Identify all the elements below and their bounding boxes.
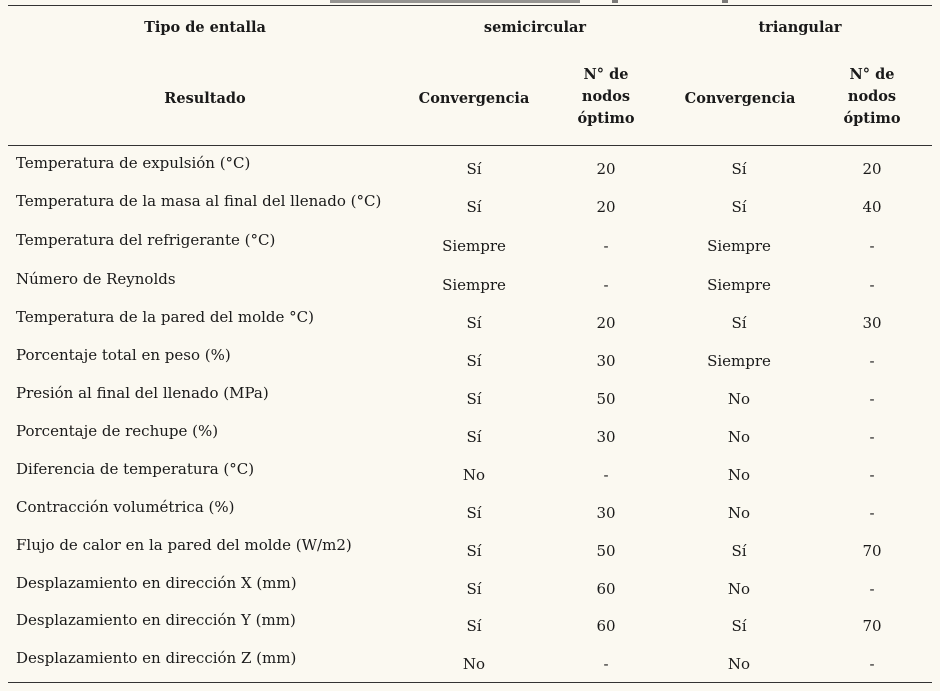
tri-convergence-cell: No [727,428,751,446]
tri-convergence-cell: No [727,504,751,522]
semi-convergence-cell: Sí [466,542,482,560]
semi-nodes-cell: - [603,466,609,484]
tri-nodes-header-line: N° de [849,66,895,83]
table-row [0,643,940,681]
semi-convergence-cell: Sí [466,352,482,370]
semi-nodes-header [560,64,652,130]
tri-nodes-cell: 30 [862,314,882,332]
semi-convergence-cell: Sí [466,428,482,446]
semi-convergence-cell: Siempre [442,237,506,255]
table-row [0,378,940,416]
semi-nodes-cell: 20 [596,198,616,216]
semi-nodes-cell: - [603,655,609,673]
semi-nodes-cell: - [603,237,609,255]
row-label: Porcentaje total en peso (%) [16,346,231,364]
table-row [0,454,940,492]
semi-convergence-cell: No [462,655,486,673]
tri-convergence-cell: Siempre [707,352,771,370]
row-label: Temperatura de expulsión (°C) [16,154,251,172]
tri-convergence-cell: No [727,580,751,598]
tri-nodes-cell: - [869,655,875,673]
tri-nodes-cell: - [869,428,875,446]
row-label: Porcentaje de rechupe (%) [16,422,219,440]
semi-nodes-cell: 50 [596,542,616,560]
semi-nodes-cell: 60 [596,580,616,598]
cropped-title-fragment [722,0,728,3]
row-label: Temperatura de la pared del molde °C) [16,308,314,326]
tri-convergence-cell: Sí [731,314,747,332]
semi-convergence-cell: No [462,466,486,484]
semi-nodes-cell: 50 [596,390,616,408]
tri-nodes-cell: 20 [862,160,882,178]
row-label: Diferencia de temperatura (°C) [16,460,255,478]
table-row [0,416,940,454]
semi-convergence-cell: Siempre [442,276,506,294]
semi-convergence-cell: Sí [466,160,482,178]
tri-nodes-cell: - [869,504,875,522]
tri-convergence-cell: No [727,655,751,673]
tri-convergence-cell: Sí [731,160,747,178]
row-label: Número de Reynolds [16,270,176,288]
table-row [0,605,940,643]
row-label: Flujo de calor en la pared del molde (W/m2) [16,536,352,554]
table-row [0,186,940,224]
notch-type-header: Tipo de entalla [144,19,266,36]
tri-nodes-cell: - [869,580,875,598]
semi-convergence-cell: Sí [466,504,482,522]
tri-nodes-cell: - [869,276,875,294]
semi-nodes-header-line: nodos [581,88,631,105]
tri-nodes-cell: - [869,390,875,408]
semi-convergence-cell: Sí [466,198,482,216]
row-label: Desplazamiento en dirección X (mm) [16,574,297,592]
tri-convergence-cell: No [727,466,751,484]
semi-nodes-header-line: óptimo [577,110,635,127]
semi-convergence-header: Convergencia [418,90,530,107]
semi-nodes-cell: 20 [596,314,616,332]
table-row [0,492,940,530]
cropped-title-fragment [330,0,580,3]
semicircular-group-header: semicircular [483,19,587,36]
semi-convergence-cell: Sí [466,580,482,598]
header-bottom-rule [8,145,932,146]
tri-nodes-cell: 70 [862,617,882,635]
tri-convergence-cell: Sí [731,542,747,560]
table-row [0,530,940,568]
table-top-rule [8,5,932,6]
result-column-header: Resultado [164,90,246,107]
table-row [0,225,940,263]
table-row [0,340,940,378]
tri-convergence-cell: Siempre [707,237,771,255]
table-bottom-rule [8,682,932,683]
table-row [0,264,940,302]
tri-nodes-header-line: nodos [847,88,897,105]
tri-nodes-cell: 40 [862,198,882,216]
semi-nodes-cell: 60 [596,617,616,635]
row-label: Presión al final del llenado (MPa) [16,384,269,402]
semi-nodes-cell: 20 [596,160,616,178]
row-label: Contracción volumétrica (%) [16,498,235,516]
table-row [0,568,940,606]
tri-nodes-header [826,64,918,130]
tri-nodes-cell: - [869,352,875,370]
row-label: Temperatura del refrigerante (°C) [16,231,276,249]
tri-nodes-header-line: óptimo [843,110,901,127]
table-row [0,148,940,186]
semi-nodes-header-line: N° de [583,66,629,83]
semi-nodes-cell: 30 [596,504,616,522]
tri-nodes-cell: 70 [862,542,882,560]
table-row [0,302,940,340]
tri-convergence-cell: Sí [731,198,747,216]
row-label: Temperatura de la masa al final del llenado (°C) [16,192,382,210]
tri-nodes-cell: - [869,237,875,255]
semi-convergence-cell: Sí [466,314,482,332]
row-label: Desplazamiento en dirección Y (mm) [16,611,296,629]
tri-convergence-cell: Sí [731,617,747,635]
semi-convergence-cell: Sí [466,390,482,408]
cropped-title-fragment [612,0,618,3]
tri-nodes-cell: - [869,466,875,484]
semi-nodes-cell: - [603,276,609,294]
tri-convergence-cell: Siempre [707,276,771,294]
semi-nodes-cell: 30 [596,352,616,370]
semi-nodes-cell: 30 [596,428,616,446]
triangular-group-header: triangular [758,19,842,36]
row-label: Desplazamiento en dirección Z (mm) [16,649,297,667]
tri-convergence-cell: No [727,390,751,408]
semi-convergence-cell: Sí [466,617,482,635]
tri-convergence-header: Convergencia [684,90,796,107]
